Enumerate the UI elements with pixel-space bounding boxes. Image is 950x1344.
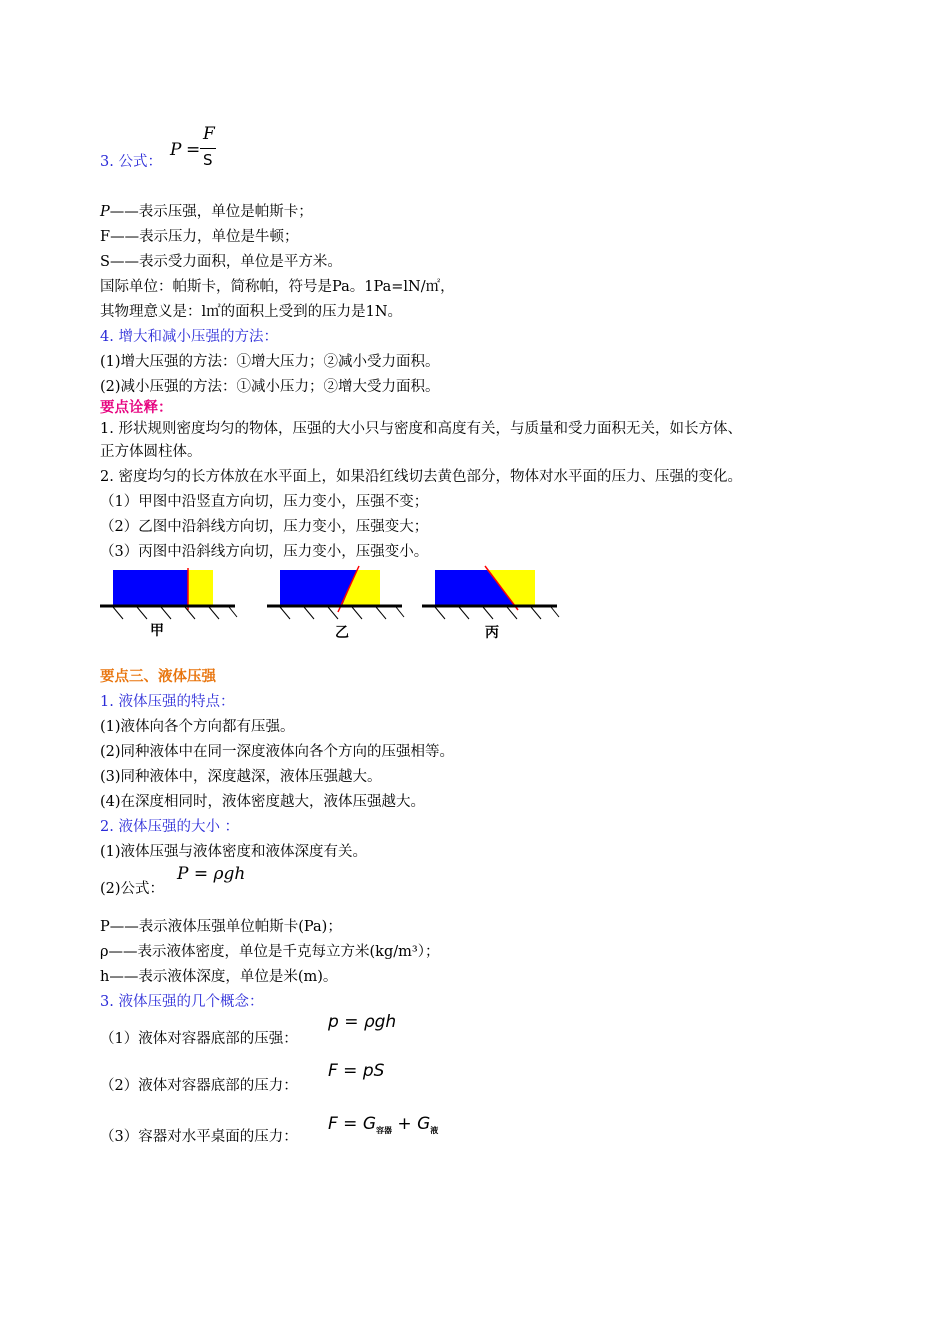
def-f: F——表示压力，单位是牛顿； (100, 229, 299, 245)
methods-title: 4. 增大和减小压强的方法： (100, 329, 278, 345)
yi-label: 乙 (335, 625, 349, 641)
concept-3-formula: $F = G_{容器} + G_液$ (328, 1114, 439, 1135)
unit-line: 国际单位：帕斯卡，简称帕，符号是Pa。1Pa=lN/㎡， (100, 279, 455, 295)
note-2: 2. 密度均匀的长方体放在水平面上，如果沿红线切去黄色部分，物体对水平面的压力、压强的变化。 (100, 469, 742, 485)
formula-denominator: S (203, 151, 213, 169)
liquid-s3-title: 3. 液体压强的几个概念： (100, 994, 264, 1010)
formula-label: 3. 公式： (100, 154, 162, 170)
notes-title: 要点诠释： (100, 399, 173, 416)
note-item-1: （1）甲图中沿竖直方向切，压力变小，压强不变； (100, 494, 429, 510)
liquid-s1-item-2: (2)同种液体中在同一深度液体向各个方向的压强相等。 (100, 744, 455, 760)
note-item-2: （2）乙图中沿斜线方向切，压力变小，压强变大； (100, 519, 429, 535)
def-s: S——表示受力面积，单位是平方米。 (100, 254, 342, 270)
liquid-s1-title: 1. 液体压强的特点： (100, 694, 235, 710)
note-1a: 1. 形状规则密度均匀的物体，压强的大小只与密度和高度有关，与质量和受力面积无关，如长方体、 (100, 421, 742, 437)
concept-1-formula: p = ρgh (328, 1012, 397, 1032)
liquid-def-h: h——表示液体深度，单位是米(m)。 (100, 969, 338, 985)
method-increase: (1)增大压强的方法：①增大压力；②减小受力面积。 (100, 354, 440, 370)
formula-eq: = (186, 140, 201, 160)
liquid-s2-item-1: (1)液体压强与液体密度和液体深度有关。 (100, 844, 368, 860)
figure-yi (267, 566, 404, 641)
pressure-formula (170, 126, 230, 176)
cut-figures (95, 565, 565, 643)
concept-3-label: （3）容器对水平桌面的压力： (100, 1129, 298, 1145)
liquid-s1-item-4: (4)在深度相同时，液体密度越大，液体压强越大。 (100, 794, 426, 810)
liquid-s2-title: 2. 液体压强的大小 ： (100, 819, 240, 835)
formula-p: P (170, 140, 182, 160)
note-1b: 正方体圆柱体。 (100, 444, 202, 460)
def-p: P——表示压强，单位是帕斯卡； (100, 204, 313, 220)
concept-2-formula: F = pS (328, 1061, 385, 1081)
liquid-def-rho: ρ——表示液体密度，单位是千克每立方米(kg/m³）； (100, 944, 440, 960)
jia-body (113, 570, 188, 606)
jia-cut-part (188, 570, 213, 606)
liquid-def-p: P——表示液体压强单位帕斯卡(Pa)； (100, 919, 342, 935)
formula-numerator: F (203, 124, 215, 144)
jia-label: 甲 (150, 623, 164, 639)
liquid-s2-item-2-label: (2)公式： (100, 881, 165, 897)
liquid-heading: 要点三、液体压强 (100, 668, 216, 685)
note-item-3: （3）丙图中沿斜线方向切，压力变小，压强变小。 (100, 544, 429, 560)
figure-jia (100, 568, 237, 639)
method-decrease: (2)减小压强的方法：①减小压力；②增大受力面积。 (100, 379, 440, 395)
concept-1-label: （1）液体对容器底部的压强： (100, 1031, 298, 1047)
figure-bing (422, 566, 559, 641)
bing-label: 丙 (485, 625, 499, 641)
meaning-line: 其物理意义是：l㎡的面积上受到的压力是1N。 (100, 304, 403, 320)
concept-2-label: （2）液体对容器底部的压力： (100, 1078, 298, 1094)
liquid-pressure-formula: P = ρgh (177, 864, 246, 884)
liquid-s1-item-3: (3)同种液体中，深度越深，液体压强越大。 (100, 769, 382, 785)
liquid-s1-item-1: (1)液体向各个方向都有压强。 (100, 719, 295, 735)
fraction-bar (200, 148, 216, 149)
